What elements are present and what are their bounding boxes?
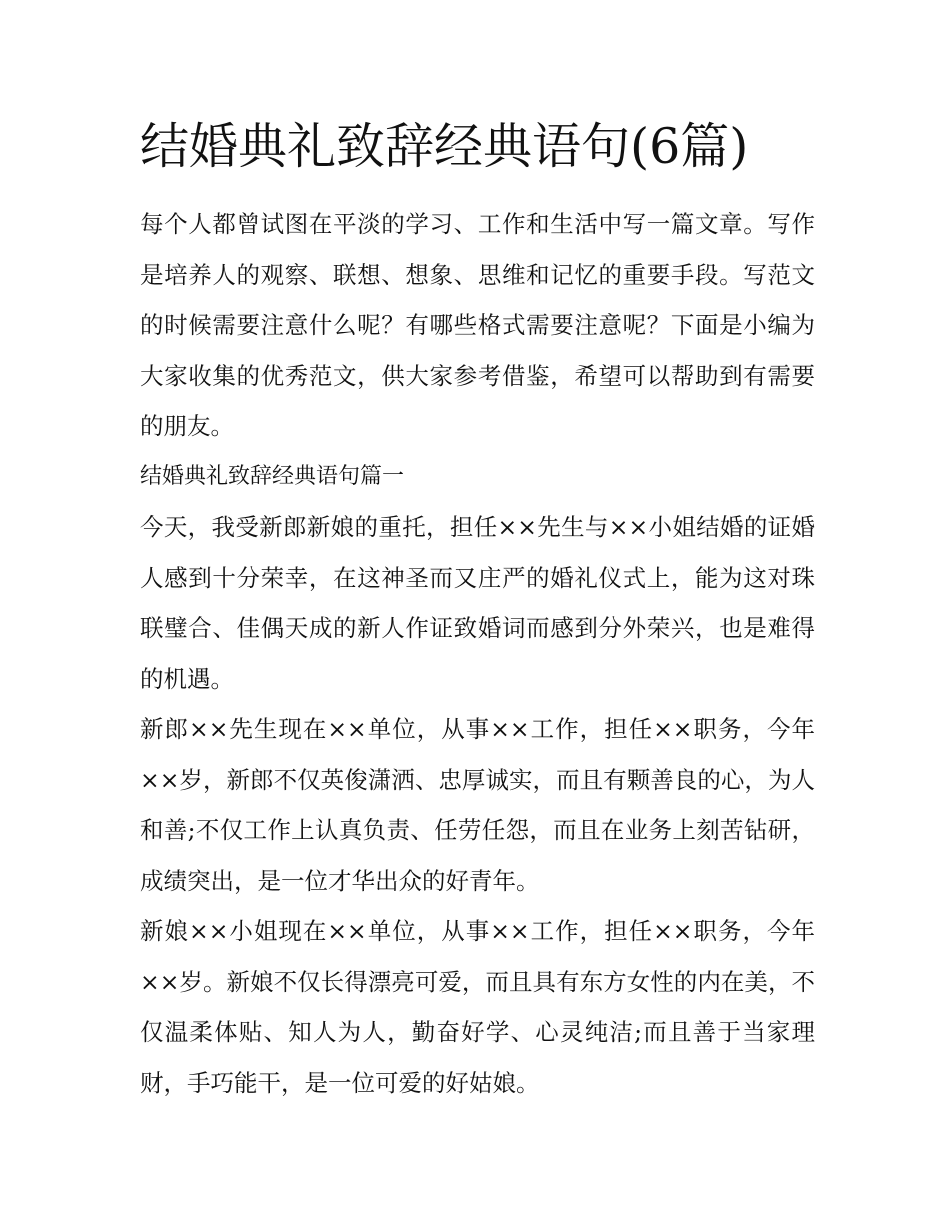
document-body — [140, 199, 815, 1108]
body-paragraph-2: 新郎××先生现在××单位，从事××工作，担任××职务，今年××岁，新郎不仅英俊潇洒、忠厚诚实，而且有颗善良的心，为人和善;不仅工作上认真负责、任劳任怨，而且在业务上刻苦钻研，成绩突出，是一位才华出众的好青年。 — [140, 715, 815, 895]
body-paragraph-1: 今天，我受新郎新娘的重托，担任××先生与××小姐结婚的证婚人感到十分荣幸，在这神圣而又庄严的婚礼仪式上，能为这对珠联璧合、佳偶天成的新人作证致婚词而感到分外荣兴，也是难得的机遇。 — [140, 513, 815, 693]
body-paragraph-3: 新娘××小姐现在××单位，从事××工作，担任××职务，今年××岁。新娘不仅长得漂亮可爱，而且具有东方女性的内在美，不仅温柔体贴、知人为人，勤奋好学、心灵纯洁;而且善于当家理财，手巧能干，是一位可爱的好姑娘。 — [140, 917, 815, 1097]
intro-paragraph: 每个人都曾试图在平淡的学习、工作和生活中写一篇文章。写作是培养人的观察、联想、想象、思维和记忆的重要手段。写范文的时候需要注意什么呢？有哪些格式需要注意呢？下面是小编为大家收集的优秀范文，供大家参考借鉴，希望可以帮助到有需要的朋友。 — [140, 210, 815, 440]
section-heading: 结婚典礼致辞经典语句篇一 — [140, 463, 405, 489]
document-title: 结婚典礼致辞经典语句(6篇) — [140, 118, 749, 175]
